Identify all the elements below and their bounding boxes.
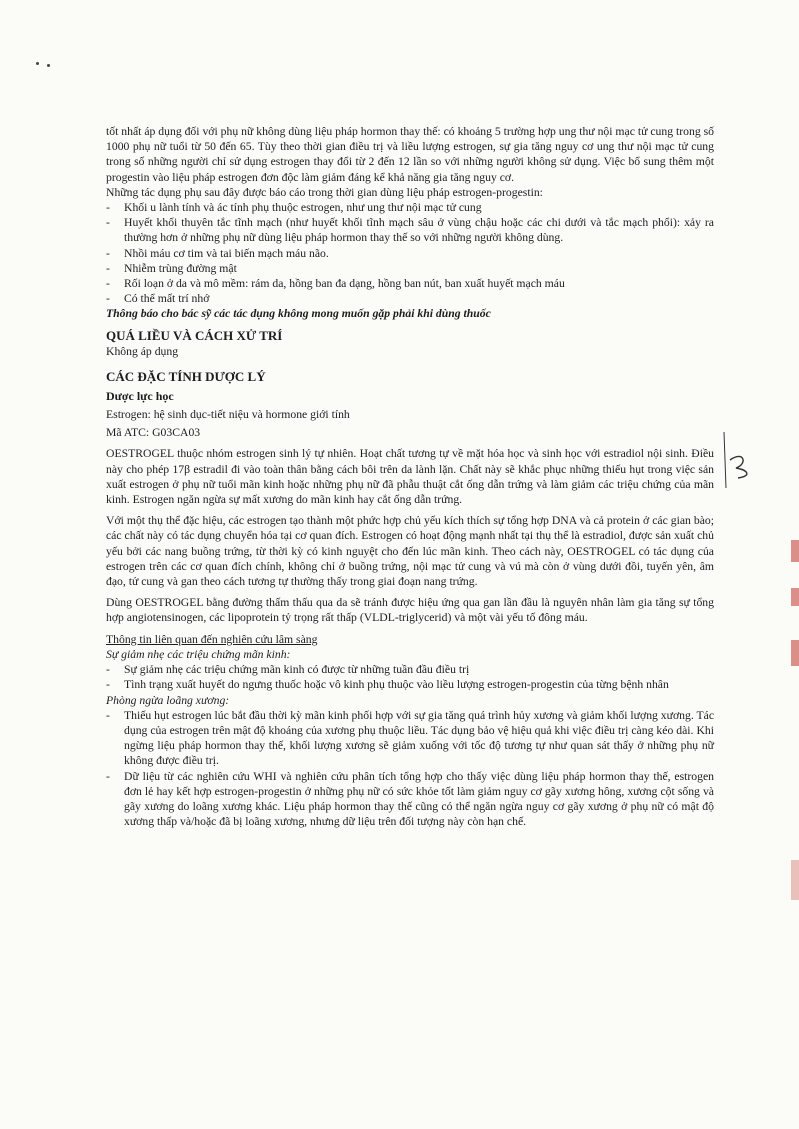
intro-paragraph: tốt nhất áp dụng đối với phụ nữ không dùng liệu pháp hormon thay thế: có khoảng 5 trường hợp ung thư nội mạc tử cung trong số 1000 phụ nữ tuổi từ 50 đến 65. Tùy theo thời gian điều trị và liều lượng estrogen, sự gia tăng nguy cơ ung thư nội mạc tử cung trong số những người chỉ sử dụng estrogen thay đổi từ 2 đến 12 lần so với những người không sử dụng. Việc bổ sung thêm một progestin vào liệu pháp estrogen đơn độc làm giảm đáng kể khả năng gia tăng nguy cơ. bbox=[106, 125, 714, 184]
overdose-heading: QUÁ LIỀU VÀ CÁCH XỬ TRÍ bbox=[106, 327, 283, 343]
receptor-paragraph: Với một thụ thể đặc hiệu, các estrogen tạo thành một phức hợp chủ yếu kích thích sự tổng hợp DNA và cả protein ở các gian bào; các chất này có tác dụng chuyển hóa tại cơ quan đích. Estrogen có hoạt động mạnh nhất tại thụ thể là estradiol, được sản xuất chủ yếu bởi các nang buồng trứng, từ thời kỳ có kinh nguyệt cho đến lúc mãn kinh. Theo cách này, OESTROGEL có tác dụng của estrogen trên các cơ quan đích chính, không chỉ ở buồng trứng, nội mạc tử cung và vú mà còn ở vùng dưới đồi, tuyến yên, âm đạo, tử cung và gan theo cách tương tự thường thấy trong giai đoạn nang trứng. bbox=[106, 514, 714, 589]
pharmacodynamics-heading: Dược lực học bbox=[106, 388, 174, 403]
list-item: - Khối u lành tính và ác tính phụ thuộc estrogen, như ung thư nội mạc tử cung bbox=[106, 200, 714, 215]
side-effects-list bbox=[106, 200, 714, 306]
side-effects-intro: Những tác dụng phụ sau đây được báo cáo trong thời gian dùng liệu pháp estrogen-progestin: bbox=[106, 185, 543, 199]
list-item: - Nhiễm trùng đường mật bbox=[106, 261, 714, 276]
stamp-edge bbox=[791, 540, 799, 562]
adverse-effects-notice: Thông báo cho bác sỹ các tác dụng không mong muốn gặp phải khi dùng thuốc bbox=[106, 307, 491, 321]
list-item: - Rối loạn ở da và mô mềm: rám da, hồng ban đa dạng, hồng ban nút, ban xuất huyết mạch máu bbox=[106, 276, 714, 291]
list-item: - Có thể mất trí nhớ bbox=[106, 291, 714, 306]
stamp-edge bbox=[791, 860, 799, 900]
list-item: - Sự giảm nhẹ các triệu chứng mãn kinh có được từ những tuần đầu điều trị bbox=[106, 662, 714, 677]
menopause-relief-heading: Sự giảm nhẹ các triệu chứng mãn kinh: bbox=[106, 647, 291, 661]
osteoporosis-list bbox=[106, 708, 714, 830]
oestrogel-paragraph: OESTROGEL thuộc nhóm estrogen sinh lý tự nhiên. Hoạt chất tương tự về mặt hóa học và sinh học với estradiol nội sinh. Điều này cho phép 17β estradil đi vào toàn thân bằng cách bôi trên da lành lặn. Chất này sẽ khắc phục những thiếu hụt trong việc sản xuất estrogen ở phụ nữ tuổi mãn kinh hoặc những phụ nữ đã phẫu thuật cắt ống dẫn trứng và làm giảm các triệu chứng của mãn kinh. Estrogen ngăn ngừa sự mất xương do mãn kinh hay cắt ống dẫn trứng. bbox=[106, 447, 714, 507]
scan-speck bbox=[36, 62, 39, 65]
list-item: - Dữ liệu từ các nghiên cứu WHI và nghiên cứu phân tích tổng hợp cho thấy việc dùng liệu pháp hormon thay thế, estrogen đơn lẻ hay kết hợp estrogen-progestin ở những phụ nữ có sức khỏe tốt làm giảm nguy cơ gãy xương hông, xương cột sống và gãy xương do loãng xương khác. Liệu pháp hormon thay thế cũng có thể ngăn ngừa nguy cơ gãy xương ở phụ nữ có mật độ xương thấp và/hoặc đã bị loãng xương, nhưng dữ liệu trên đối tượng này còn hạn chế. bbox=[106, 769, 714, 830]
stamp-edge bbox=[791, 588, 799, 606]
scan-speck bbox=[47, 64, 50, 67]
pharmacology-heading: CÁC ĐẶC TÍNH DƯỢC LÝ bbox=[106, 368, 266, 384]
handwritten-mark bbox=[718, 430, 762, 490]
document-page bbox=[106, 124, 714, 829]
osteoporosis-heading: Phòng ngừa loãng xương: bbox=[106, 693, 230, 707]
overdose-text: Không áp dụng bbox=[106, 344, 179, 358]
atc-line: Mã ATC: G03CA03 bbox=[106, 426, 201, 440]
list-item: - Thiếu hụt estrogen lúc bắt đầu thời kỳ mãn kinh phối hợp với sự gia tăng quá trình hủy xương và giảm khối lượng xương. Tác dụng của estrogen trên mật độ khoáng của xương phụ thuộc liều. Tác dụng bảo vệ hiệu quả khi việc điều trị càng kéo dài. Khi ngừng liệu pháp hormon thay thế, khối lượng xương sẽ giảm xuống với tốc độ tương tự như quan sát thấy ở những phụ nữ không được điều trị. bbox=[106, 708, 714, 769]
list-item: - Nhồi máu cơ tim và tai biến mạch máu não. bbox=[106, 246, 714, 261]
list-item: - Huyết khối thuyên tắc tĩnh mạch (như huyết khối tĩnh mạch sâu ở vùng chậu hoặc các chi dưới và tắc mạch phổi): xảy ra thường hơn ở những phụ nữ dùng liệu pháp hormon thay thế so với những người không dùng. bbox=[106, 215, 714, 245]
list-item: - Tình trạng xuất huyết do ngưng thuốc hoặc vô kinh phụ thuộc vào liều lượng estrogen-progestin của từng bệnh nhân bbox=[106, 677, 714, 692]
stamp-edge bbox=[791, 640, 799, 666]
transdermal-paragraph: Dùng OESTROGEL bằng đường thấm thấu qua da sẽ tránh được hiệu ứng qua gan lần đầu là nguyên nhân làm gia tăng sự tổng hợp angiotensinogen, các lipoprotein tỷ trọng rất thấp (VLDL-triglycerid) và một vài yếu tố đông máu. bbox=[106, 596, 714, 625]
menopause-relief-list bbox=[106, 662, 714, 692]
class-line: Estrogen: hệ sinh dục-tiết niệu và hormone giới tính bbox=[106, 408, 350, 422]
clinical-info-heading: Thông tin liên quan đến nghiên cứu lâm sàng bbox=[106, 632, 318, 646]
